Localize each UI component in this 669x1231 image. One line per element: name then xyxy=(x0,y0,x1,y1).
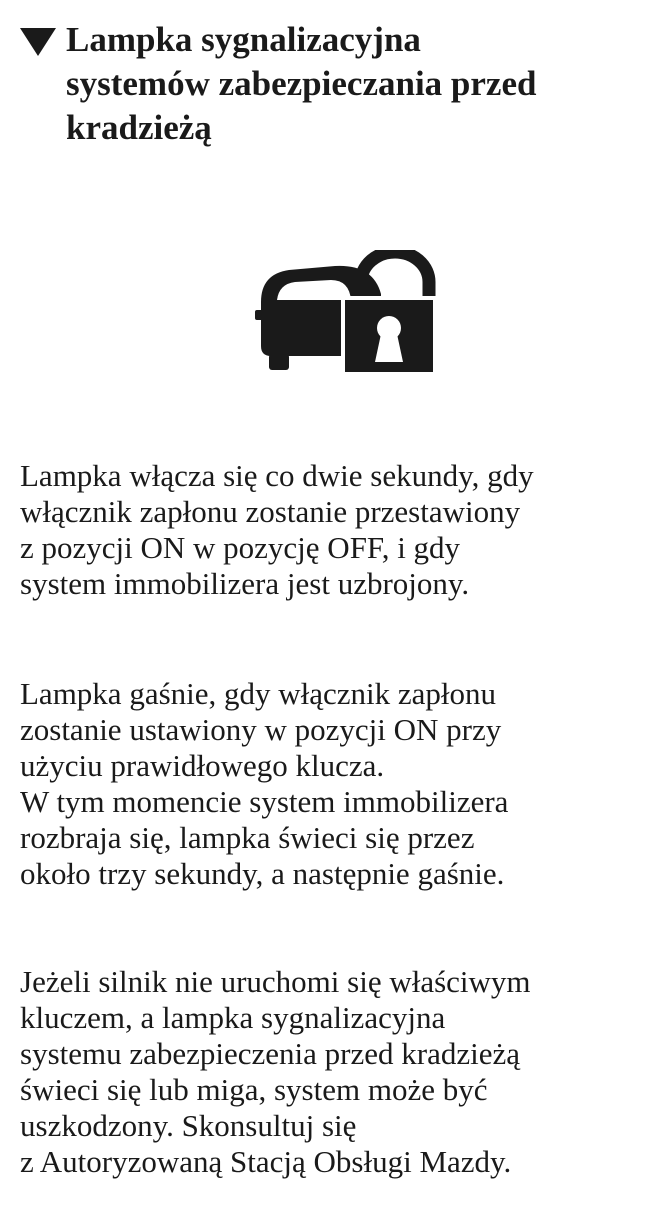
heading-line-2: systemów zabezpieczania przed xyxy=(66,64,537,103)
paragraph-line: Lampka włącza się co dwie sekundy, gdy xyxy=(20,458,534,493)
paragraph-line: uszkodzony. Skonsultuj się xyxy=(20,1108,357,1143)
paragraph-line: około trzy sekundy, a następnie gaśnie. xyxy=(20,856,505,891)
paragraph-line: rozbraja się, lampka świeci się przez xyxy=(20,820,475,855)
paragraph-1 xyxy=(20,458,660,602)
car-padlock-icon xyxy=(255,250,437,378)
heading-line-1: Lampka sygnalizacyjna xyxy=(66,20,421,59)
paragraph-line: systemu zabezpieczenia przed kradzieżą xyxy=(20,1036,520,1071)
paragraph-line: użyciu prawidłowego klucza. xyxy=(20,748,385,783)
paragraph-line: włącznik zapłonu zostanie przestawiony xyxy=(20,494,521,529)
paragraph-line: świeci się lub miga, system może być xyxy=(20,1072,488,1107)
paragraph-line: W tym momencie system immobilizera xyxy=(20,784,509,819)
paragraph-line: kluczem, a lampka sygnalizacyjna xyxy=(20,1000,446,1035)
paragraph-line: z pozycji ON w pozycję OFF, i gdy xyxy=(20,530,461,565)
paragraph-2 xyxy=(20,676,660,892)
paragraph-line: z Autoryzowaną Stacją Obsługi Mazdy. xyxy=(20,1144,512,1179)
section-heading xyxy=(20,18,660,150)
triangle-down-icon xyxy=(20,18,64,56)
paragraph-line: system immobilizera jest uzbrojony. xyxy=(20,566,470,601)
paragraph-line: Lampka gaśnie, gdy włącznik zapłonu xyxy=(20,676,497,711)
paragraph-line: zostanie ustawiony w pozycji ON przy xyxy=(20,712,502,747)
heading-line-3: kradzieżą xyxy=(66,108,212,147)
paragraph-line: Jeżeli silnik nie uruchomi się właściwym xyxy=(20,964,531,999)
paragraph-3 xyxy=(20,964,660,1180)
